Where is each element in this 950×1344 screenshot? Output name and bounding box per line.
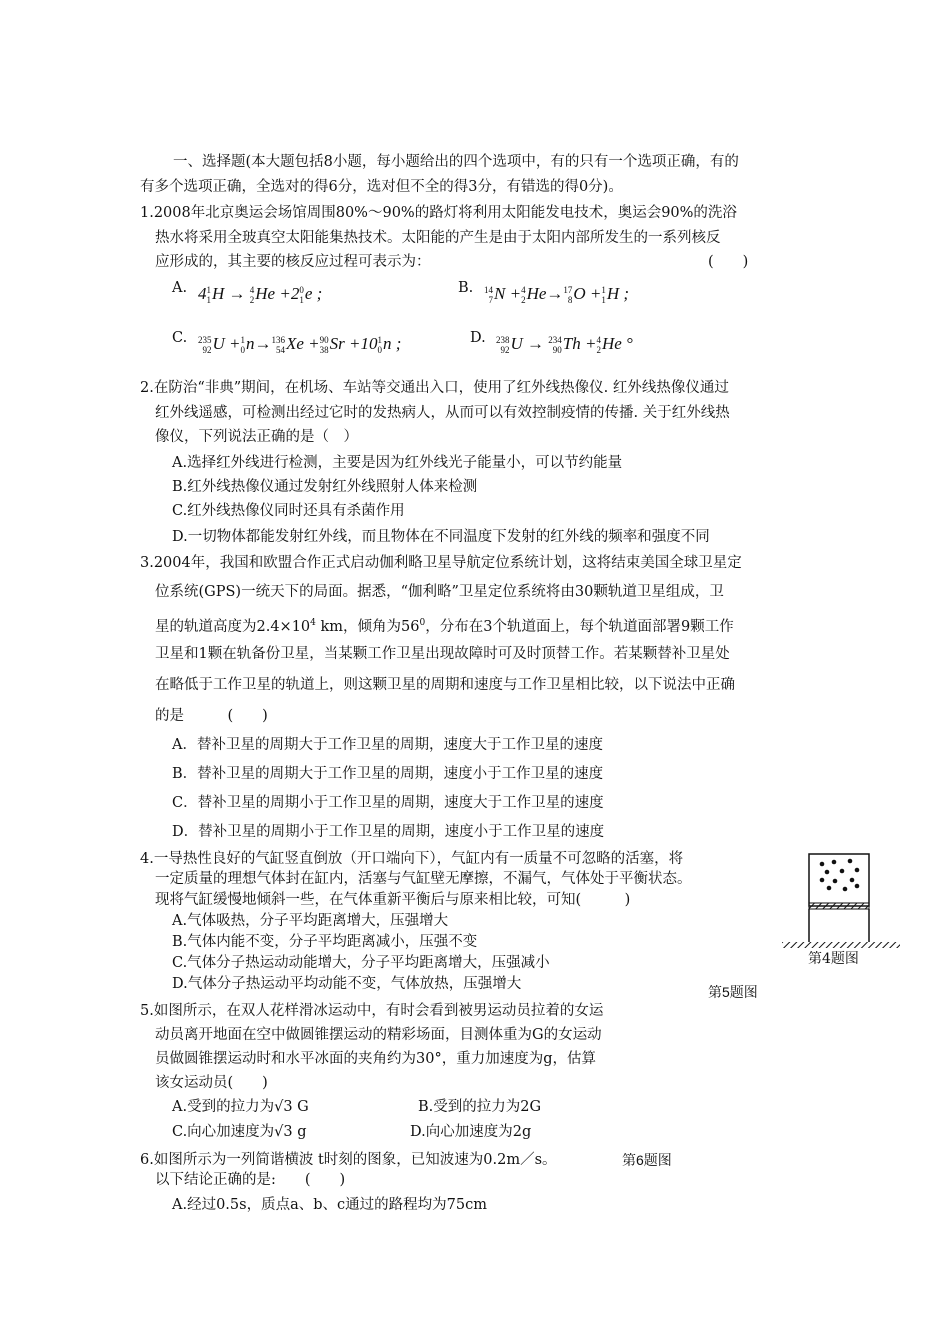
q1-option-c-label: C. [172,330,188,346]
section-heading-line1: 一、选择题(本大题包括8小题，每小题给出的四个选项中，有的只有一个选项正确，有的 [173,154,739,170]
q1-answer-paren: ( ) [708,254,749,270]
q1-option-b-equation: 14 7 N + 4 2 He→ 17 8 O + 1 1 H ; [484,284,630,306]
q2-line3: 像仪，下列说法正确的是（ ） [155,429,358,445]
q1-option-a-equation: 4 1 1 H → 4 2 He +2 0 1 e ; [198,284,323,306]
q4-option-a: A.气体吸热，分子平均距离增大，压强增大 [172,913,449,929]
q5-line4: 该女运动员( ) [155,1075,268,1091]
q4-figure-caption: 第4题图 [808,951,859,967]
q3-line4: 卫星和1颗在轨备份卫星，当某颗工作卫星出现故障时可及时顶替工作。若某颗替补卫星处 [155,646,730,662]
q5-line3: 员做圆锥摆运动时和水平冰面的夹角约为30°，重力加速度为g，估算 [155,1051,596,1067]
q1-option-d-equation: 238 92 U → 234 90 Th + 4 2 He ° [496,334,633,356]
q3-option-a: A．替补卫星的周期大于工作卫星的周期，速度大于工作卫星的速度 [172,737,603,753]
q4-option-c: C.气体分子热运动动能增大，分子平均距离增大，压强减小 [172,955,550,971]
q4-option-b: B.气体内能不变，分子平均距离减小，压强不变 [172,934,478,950]
q2-line2: 红外线遥感，可检测出经过它时的发热病人，从而可以有效控制疫情的传播. 关于红外线热 [155,405,730,421]
q4-line1: 4.一导热性良好的气缸竖直倒放（开口端向下），气缸内有一质量不可忽略的活塞，将 [140,851,684,867]
q6-figure-caption: 第6题图 [622,1152,672,1168]
q3-line1: 3.2004年，我国和欧盟合作正式启动伽利略卫星导航定位系统计划，这将结束美国全球卫星定 [140,555,742,571]
q4-cylinder-figure [782,850,902,950]
q1-option-a-label: A. [172,280,188,296]
q2-option-d: D.一切物体都能发射红外线，而且物体在不同温度下发射的红外线的频率和强度不同 [172,529,710,545]
q3-option-b: B．替补卫星的周期大于工作卫星的周期，速度小于工作卫星的速度 [172,766,604,782]
q2-option-a: A.选择红外线进行检测，主要是因为红外线光子能量小，可以节约能量 [172,455,623,471]
q1-line2: 热水将采用全玻真空太阳能集热技术。太阳能的产生是由于太阳内部所发生的一系列核反 [155,230,721,246]
q3-line3: 星的轨道高度为$2.4\times 10^4$ km，倾角为$56^0$，分布在3个轨道面上，每个轨道面部署9颗工作 [155,618,734,635]
q3-line5: 在略低于工作卫星的轨道上，则这颗卫星的周期和速度与工作卫星相比较，以下说法中正确 [155,677,735,693]
q6-line1: 6.如图所示为一列简谐横波 t时刻的图象，已知波速为0.2m／s。 [140,1152,557,1168]
q2-line1: 2.在防治“非典”期间，在机场、车站等交通出入口，使用了红外线热像仪. 红外线热像仪通过 [140,380,729,396]
q5-line2: 动员离开地面在空中做圆锥摆运动的精彩场面，目测体重为G的女运动 [155,1027,602,1043]
q2-option-b: B.红外线热像仪通过发射红外线照射人体来检测 [172,479,478,495]
q5-option-a: A.受到的拉力为√3 G [172,1099,309,1115]
q5-line1: 5.如图所示，在双人花样滑冰运动中，有时会看到被男运动员拉着的女运 [140,1003,604,1019]
section-heading-line2: 有多个选项正确，全选对的得6分，选对但不全的得3分，有错选的得0分)。 [140,179,623,195]
q2-option-c: C.红外线热像仪同时还具有杀菌作用 [172,503,405,519]
q6-line2: 以下结论正确的是: ( ) [155,1172,346,1188]
q4-option-d: D.气体分子热运动平均动能不变，气体放热，压强增大 [172,976,522,992]
cylinder-body [809,854,869,906]
q1-line1: 1.2008年北京奥运会场馆周围80%～90%的路灯将利用太阳能发电技术，奥运会90%的洗浴 [140,205,737,221]
piston [809,903,869,909]
q1-option-b-label: B. [458,280,474,296]
q5-figure-caption: 第5题图 [708,984,758,1000]
q3-line2: 位系统(GPS)一统天下的局面。据悉，“伽利略”卫星定位系统将由30颗轨道卫星组成，卫 [155,584,724,600]
ground [782,942,900,948]
q5-option-d: D.向心加速度为2g [410,1124,532,1140]
q1-option-d-label: D. [470,330,486,346]
q1-line3: 应形成的，其主要的核反应过程可表示为： [155,254,431,270]
q6-option-a: A.经过0.5s，质点a、b、c通过的路程均为75cm [172,1197,487,1213]
q3-line6: 的是 ( ) [155,708,268,724]
q5-option-b: B.受到的拉力为2G [418,1099,542,1115]
q3-option-d: D．替补卫星的周期小于工作卫星的周期，速度小于工作卫星的速度 [172,824,605,840]
q5-option-c: C.向心加速度为√3 g [172,1124,307,1140]
q4-line3: 现将气缸缓慢地倾斜一些，在气体重新平衡后与原来相比较，可知( ) [155,892,631,908]
q3-option-c: C．替补卫星的周期小于工作卫星的周期，速度大于工作卫星的速度 [172,795,604,811]
q4-line2: 一定质量的理想气体封在缸内，活塞与气缸壁无摩擦，不漏气，气体处于平衡状态。 [155,871,692,887]
q1-option-c-equation: 235 92 U + 1 0 n→ 136 54 Xe + 90 38 Sr +10 1 0 n ; [198,334,402,356]
